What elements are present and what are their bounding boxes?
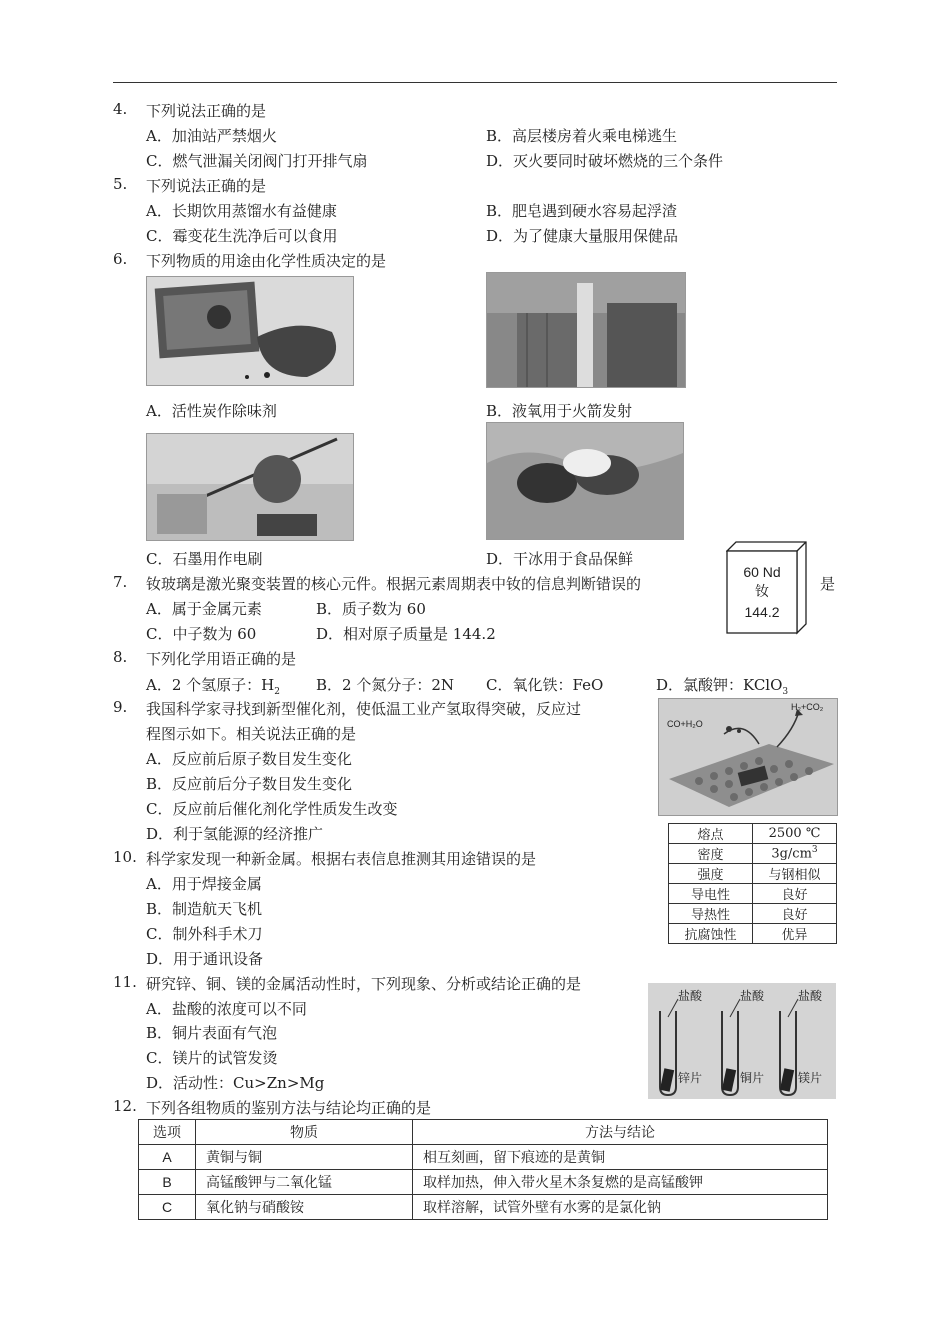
question-stem: 下列各组物质的鉴别方法与结论均正确的是 xyxy=(146,1099,432,1117)
option-a[interactable]: A．活性炭作除味剂 xyxy=(146,402,277,420)
element-mass: 144.2 xyxy=(744,604,780,620)
option-d[interactable]: D．相对原子质量是 144.2 xyxy=(316,625,496,643)
row-substance: 高锰酸钾与二氧化锰 xyxy=(196,1170,413,1195)
option-c[interactable]: C．石墨用作电刷 xyxy=(146,550,263,568)
property-value: 2500 ℃ xyxy=(753,824,837,844)
table-row xyxy=(669,884,837,904)
dry-ice-photo xyxy=(486,422,684,540)
density-value: 3g/cm xyxy=(771,846,812,862)
table-row xyxy=(669,824,837,844)
option-b[interactable]: B．反应前后分子数目发生变化 xyxy=(146,775,353,793)
question-number: 4. xyxy=(113,100,128,118)
option-c[interactable]: C．镁片的试管发烫 xyxy=(146,1049,278,1067)
option-d[interactable]: D．用于通讯设备 xyxy=(146,950,264,968)
option-c[interactable]: C．燃气泄漏关闭阀门打开排气扇 xyxy=(146,152,368,170)
option-c[interactable]: C．中子数为 60 xyxy=(146,625,257,643)
neodymium-element-card xyxy=(727,562,797,622)
property-value: 优异 xyxy=(753,924,837,944)
test-tube-experiment-figure xyxy=(648,983,836,1099)
header-method: 方法与结论 xyxy=(413,1120,828,1145)
question-number: 10. xyxy=(113,848,137,866)
catalyst-diagram xyxy=(658,698,838,816)
option-b[interactable]: B．液氧用于火箭发射 xyxy=(486,402,633,420)
metal-properties-table xyxy=(668,823,837,944)
property-name: 熔点 xyxy=(669,824,753,844)
table-row xyxy=(669,924,837,944)
option-b[interactable]: B．高层楼房着火乘电梯逃生 xyxy=(486,127,678,145)
question-number: 12. xyxy=(113,1097,137,1115)
acid-label-3: 盐酸 xyxy=(798,989,823,1003)
option-b[interactable]: B．质子数为 60 xyxy=(316,600,426,618)
acid-label-2: 盐酸 xyxy=(740,989,765,1003)
top-rule xyxy=(113,82,837,83)
property-name: 密度 xyxy=(669,844,753,864)
identification-table xyxy=(138,1119,828,1220)
row-substance: 氧化钠与硝酸铵 xyxy=(196,1195,413,1220)
table-row xyxy=(139,1170,828,1195)
property-value xyxy=(753,844,837,864)
question-number: 8. xyxy=(113,648,128,666)
question-stem-line2: 程图示如下。相关说法正确的是 xyxy=(146,725,357,743)
question-stem-line1: 我国科学家寻找到新型催化剂，使低温工业产氢取得突破，反应过 xyxy=(146,700,582,718)
question-stem: 钕玻璃是激光聚变装置的核心元件。根据元素周期表中钕的信息判断错误的 xyxy=(146,575,642,593)
property-value: 与钢相似 xyxy=(753,864,837,884)
option-a[interactable]: A．属于金属元素 xyxy=(146,600,262,618)
property-name: 导热性 xyxy=(669,904,753,924)
option-a-text: A．2 个氢原子：H xyxy=(146,676,275,694)
option-a[interactable] xyxy=(146,674,280,697)
acid-label-1: 盐酸 xyxy=(678,989,703,1003)
option-d[interactable]: D．利于氢能源的经济推广 xyxy=(146,825,324,843)
zinc-label: 锌片 xyxy=(678,1071,703,1085)
question-number: 11. xyxy=(113,973,137,991)
products-label: H₂+CO₂ xyxy=(791,702,824,712)
option-d[interactable]: D．干冰用于食品保鲜 xyxy=(486,550,634,568)
option-b[interactable]: B．肥皂遇到硬水容易起浮渣 xyxy=(486,202,678,220)
option-d[interactable]: D．活动性：Cu>Zn>Mg xyxy=(146,1074,325,1092)
option-a[interactable]: A．长期饮用蒸馏水有益健康 xyxy=(146,202,337,220)
row-method: 取样加热，伸入带火星木条复燃的是高锰酸钾 xyxy=(413,1170,828,1195)
table-row xyxy=(139,1195,828,1220)
table-row xyxy=(669,864,837,884)
header-option: 选项 xyxy=(139,1120,196,1145)
option-d[interactable] xyxy=(656,674,788,697)
option-c[interactable]: C．霉变花生洗净后可以食用 xyxy=(146,227,338,245)
table-row xyxy=(669,904,837,924)
copper-label: 铜片 xyxy=(740,1071,765,1085)
table-row xyxy=(669,844,837,864)
liquid-oxygen-photo xyxy=(486,272,686,388)
activated-carbon-photo xyxy=(146,276,354,386)
question-number: 7. xyxy=(113,573,128,591)
element-name: 钕 xyxy=(755,584,769,600)
reactants-label: CO+H₂O xyxy=(667,719,703,729)
property-value: 良好 xyxy=(753,884,837,904)
subscript: 3 xyxy=(782,687,789,697)
question-number: 9. xyxy=(113,698,128,716)
question-stem: 研究锌、铜、镁的金属活动性时，下列现象、分析或结论正确的是 xyxy=(146,975,582,993)
option-d[interactable]: D．为了健康大量服用保健品 xyxy=(486,227,679,245)
row-method: 相互刻画，留下痕迹的是黄铜 xyxy=(413,1145,828,1170)
property-name: 强度 xyxy=(669,864,753,884)
option-a[interactable]: A．反应前后原子数目发生变化 xyxy=(146,750,352,768)
row-option: B xyxy=(139,1170,196,1195)
option-b[interactable]: B．制造航天飞机 xyxy=(146,900,263,918)
question-number: 5. xyxy=(113,175,128,193)
property-name: 抗腐蚀性 xyxy=(669,924,753,944)
option-d-text: D．氯酸钾：KClO xyxy=(656,676,783,694)
question-number: 6. xyxy=(113,250,128,268)
option-c[interactable]: C．反应前后催化剂化学性质发生改变 xyxy=(146,800,398,818)
property-value: 良好 xyxy=(753,904,837,924)
question-stem: 下列化学用语正确的是 xyxy=(146,650,297,668)
question-stem: 科学家发现一种新金属。根据右表信息推测其用途错误的是 xyxy=(146,850,537,868)
header-substance: 物质 xyxy=(196,1120,413,1145)
table-header-row xyxy=(139,1120,828,1145)
element-number-symbol: 60 Nd xyxy=(743,564,781,580)
subscript: 2 xyxy=(274,687,280,697)
property-name: 导电性 xyxy=(669,884,753,904)
option-c[interactable]: C．氧化铁：FeO xyxy=(486,676,604,694)
row-option: C xyxy=(139,1195,196,1220)
question-stem: 下列物质的用途由化学性质决定的是 xyxy=(146,252,387,270)
table-row xyxy=(139,1145,828,1170)
graphite-brush-photo xyxy=(146,433,354,541)
row-substance: 黄铜与铜 xyxy=(196,1145,413,1170)
row-option: A xyxy=(139,1145,196,1170)
option-a[interactable]: A．加油站严禁烟火 xyxy=(146,127,277,145)
option-a[interactable]: A．用于焊接金属 xyxy=(146,875,262,893)
question-stem-end: 是 xyxy=(820,575,836,593)
option-a[interactable]: A．盐酸的浓度可以不同 xyxy=(146,1000,307,1018)
option-d[interactable]: D．灭火要同时破坏燃烧的三个条件 xyxy=(486,152,724,170)
magnesium-label: 镁片 xyxy=(798,1071,823,1085)
option-c[interactable]: C．制外科手术刀 xyxy=(146,925,263,943)
question-stem: 下列说法正确的是 xyxy=(146,177,267,195)
option-b[interactable]: B．铜片表面有气泡 xyxy=(146,1024,278,1042)
superscript: 3 xyxy=(811,845,818,856)
row-method: 取样溶解，试管外壁有水雾的是氯化钠 xyxy=(413,1195,828,1220)
option-b[interactable]: B．2 个氮分子：2N xyxy=(316,676,455,694)
question-stem: 下列说法正确的是 xyxy=(146,102,267,120)
